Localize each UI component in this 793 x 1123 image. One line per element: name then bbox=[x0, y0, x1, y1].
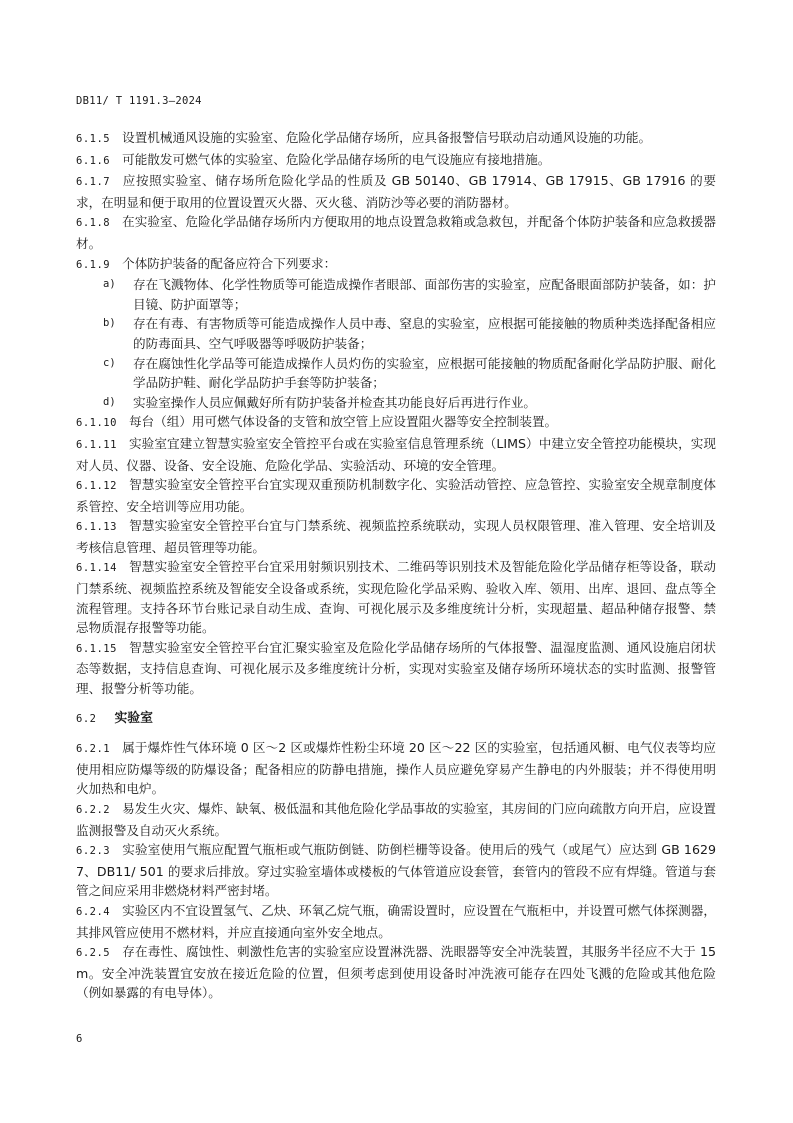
page-number: 6 bbox=[76, 1033, 83, 1045]
clause-text: 个体防护装备的配备应符合下列要求： bbox=[122, 255, 337, 271]
clause-text: 可能散发可燃气体的实验室、危险化学品储存场所的电气设施应有接地措施。 bbox=[122, 151, 551, 167]
clause-number: 6.1.9 bbox=[76, 258, 111, 271]
section-heading-6-2 bbox=[76, 709, 716, 730]
clause-text: 智慧实验室安全管控平台宜实现双重预防机制数字化、实验活动管控、应急管控、实验室安全规章制度体系管控、安全培训等应用功能。 bbox=[76, 477, 716, 514]
list-item-b bbox=[76, 314, 716, 353]
clause-text: 应按照实验室、储存场所危险化学品的性质及 GB 50140、GB 17914、GB 17915、GB 17916 的要求，在明显和便于取用的位置设置灭火器、灭火毯、消防沙等必要的消防器材。 bbox=[76, 173, 716, 210]
clause-number: 6.2.2 bbox=[76, 804, 111, 816]
clause-number: 6.2.1 bbox=[76, 743, 111, 756]
clause-number: 6.2.4 bbox=[76, 905, 111, 918]
list-item-d bbox=[76, 393, 716, 413]
clause-number: 6.1.8 bbox=[76, 217, 111, 230]
clause-6-2-3 bbox=[76, 840, 716, 901]
section-title: 实验室 bbox=[114, 710, 153, 726]
list-marker: d) bbox=[103, 395, 116, 408]
clause-number: 6.1.10 bbox=[76, 417, 117, 430]
clause-text: 易发生火灾、爆炸、缺氧、极低温和其他危险化学品事故的实验室，其房间的门应向疏散方向开启，应设置监测报警及自动灭火系统。 bbox=[76, 801, 716, 838]
clause-text: 设置机械通风设施的实验室、危险化学品储存场所，应具备报警信号联动启动通风设施的功能。 bbox=[122, 130, 652, 145]
document-body bbox=[76, 128, 716, 1003]
clause-text: 智慧实验室安全管控平台宜采用射频识别技术、二维码等识别技术及智能危险化学品储存柜等设备，联动门禁系统、视频监控系统及智能安全设备或系统，实现危险化学品采购、验收入库、领用、出库、退回、盘点等全流程管理。支持各环节台账记录自动生成、查询、可视化展示及多维度统计分析，实现超量、超品种储存报警、禁忌物质混存报警等功能。 bbox=[76, 559, 716, 636]
list-marker: c) bbox=[103, 356, 116, 369]
clause-6-1-10 bbox=[76, 412, 716, 434]
clause-6-2-2 bbox=[76, 799, 716, 840]
clause-6-1-14 bbox=[76, 557, 716, 637]
clause-6-2-1 bbox=[76, 738, 716, 799]
clause-number: 6.2.5 bbox=[76, 947, 111, 960]
clause-6-1-5 bbox=[76, 128, 716, 150]
clause-number: 6.1.14 bbox=[76, 562, 117, 575]
clause-number: 6.1.11 bbox=[76, 438, 117, 451]
clause-text: 智慧实验室安全管控平台宜与门禁系统、视频监控系统联动，实现人员权限管理、准入管理、安全培训及考核信息管理、超员管理等功能。 bbox=[76, 518, 716, 555]
list-marker: a) bbox=[103, 278, 116, 291]
clause-text: 属于爆炸性气体环境 0 区～2 区或爆炸性粉尘环境 20 区～22 区的实验室，包括通风橱、电气仪表等均应使用相应防爆等级的防爆设备；配备相应的防静电措施，操作人员应避免穿易产生静电的内外服装；并不得使用明火加热和电炉。 bbox=[76, 740, 716, 797]
list-item-c bbox=[76, 354, 716, 393]
clause-6-1-11 bbox=[76, 434, 716, 475]
clause-6-1-9 bbox=[76, 254, 716, 276]
clause-6-1-13 bbox=[76, 516, 716, 557]
clause-6-2-5 bbox=[76, 942, 716, 1003]
clause-number: 6.1.5 bbox=[76, 133, 111, 145]
section-number: 6.2 bbox=[76, 712, 97, 725]
clause-6-1-15 bbox=[76, 638, 716, 699]
clause-text: 实验室宜建立智慧实验室安全管控平台或在实验室信息管理系统（LIMS）中建立安全管控功能模块，实现对人员、仪器、设备、安全设施、危险化学品、实验活动、环境的安全管理。 bbox=[76, 435, 716, 473]
clause-number: 6.1.15 bbox=[76, 642, 117, 655]
clause-text: 在实验室、危险化学品储存场所内方便取用的地点设置急救箱或急救包，并配备个体防护装备和应急救援器材。 bbox=[76, 214, 716, 251]
clause-text: 智慧实验室安全管控平台宜汇聚实验室及危险化学品储存场所的气体报警、温湿度监测、通风设施启闭状态等数据，支持信息查询、可视化展示及多维度统计分析，实现对实验室及储存场所环境状态的实时监测、报警管理、报警分析等功能。 bbox=[76, 639, 716, 697]
clause-number: 6.1.6 bbox=[76, 154, 111, 167]
clause-6-1-12 bbox=[76, 475, 716, 516]
clause-6-1-6 bbox=[76, 150, 716, 172]
list-item-text: 实验室操作人员应佩戴好所有防护装备并检查其功能良好后再进行作业。 bbox=[133, 394, 536, 410]
list-item-text: 存在腐蚀性化学品等可能造成操作人员灼伤的实验室，应根据可能接触的物质配备耐化学品防护服、耐化学品防护鞋、耐化学品防护手套等防护装备； bbox=[133, 355, 716, 391]
clause-number: 6.2.3 bbox=[76, 845, 111, 858]
clause-text: 存在毒性、腐蚀性、刺激性危害的实验室应设置淋洗器、洗眼器等安全冲洗装置，其服务半径应不大于 15m。安全冲洗装置宜安放在接近危险的位置，但须考虑到使用设备时冲洗液可能存在四处飞溅的危险或其他危险（例如暴露的有电导体）。 bbox=[76, 944, 716, 1001]
list-item-text: 存在飞溅物体、化学性物质等可能造成操作者眼部、面部伤害的实验室，应配备眼面部防护装备，如：护目镜、防护面罩等； bbox=[133, 277, 716, 312]
clause-6-1-8 bbox=[76, 212, 716, 253]
clause-6-1-7 bbox=[76, 171, 716, 212]
clause-number: 6.1.7 bbox=[76, 176, 111, 189]
list-marker: b) bbox=[103, 317, 116, 330]
clause-number: 6.1.12 bbox=[76, 480, 117, 493]
clause-text: 实验区内不宜设置氢气、乙炔、环氧乙烷气瓶，确需设置时，应设置在气瓶柜中，并设置可燃气体探测器，其排风管应使用不燃材料，并应直接通向室外安全地点。 bbox=[76, 902, 716, 940]
clause-6-2-4 bbox=[76, 901, 716, 942]
standard-code-header: DB11/ T 1191.3—2024 bbox=[76, 95, 202, 107]
list-item-a bbox=[76, 275, 716, 314]
clause-text: 每台（组）用可燃气体设备的支管和放空管上应设置阻火器等安全控制装置。 bbox=[128, 414, 558, 430]
list-item-text: 存在有毒、有害物质等可能造成操作人员中毒、窒息的实验室，应根据可能接触的物质种类选择配备相应的防毒面具、空气呼吸器等呼吸防护装备； bbox=[133, 316, 716, 351]
clause-number: 6.1.13 bbox=[76, 521, 117, 534]
clause-text: 实验室使用气瓶应配置气瓶柜或气瓶防倒链、防倒栏栅等设备。使用后的残气（或尾气）应达到 GB 16297、DB11/ 501 的要求后排放。穿过实验室墙体或楼板的气体管道应设套管，套管内的管段不应有焊缝。管道与套管之间应采用非燃烧材料严密封堵。 bbox=[76, 842, 716, 899]
